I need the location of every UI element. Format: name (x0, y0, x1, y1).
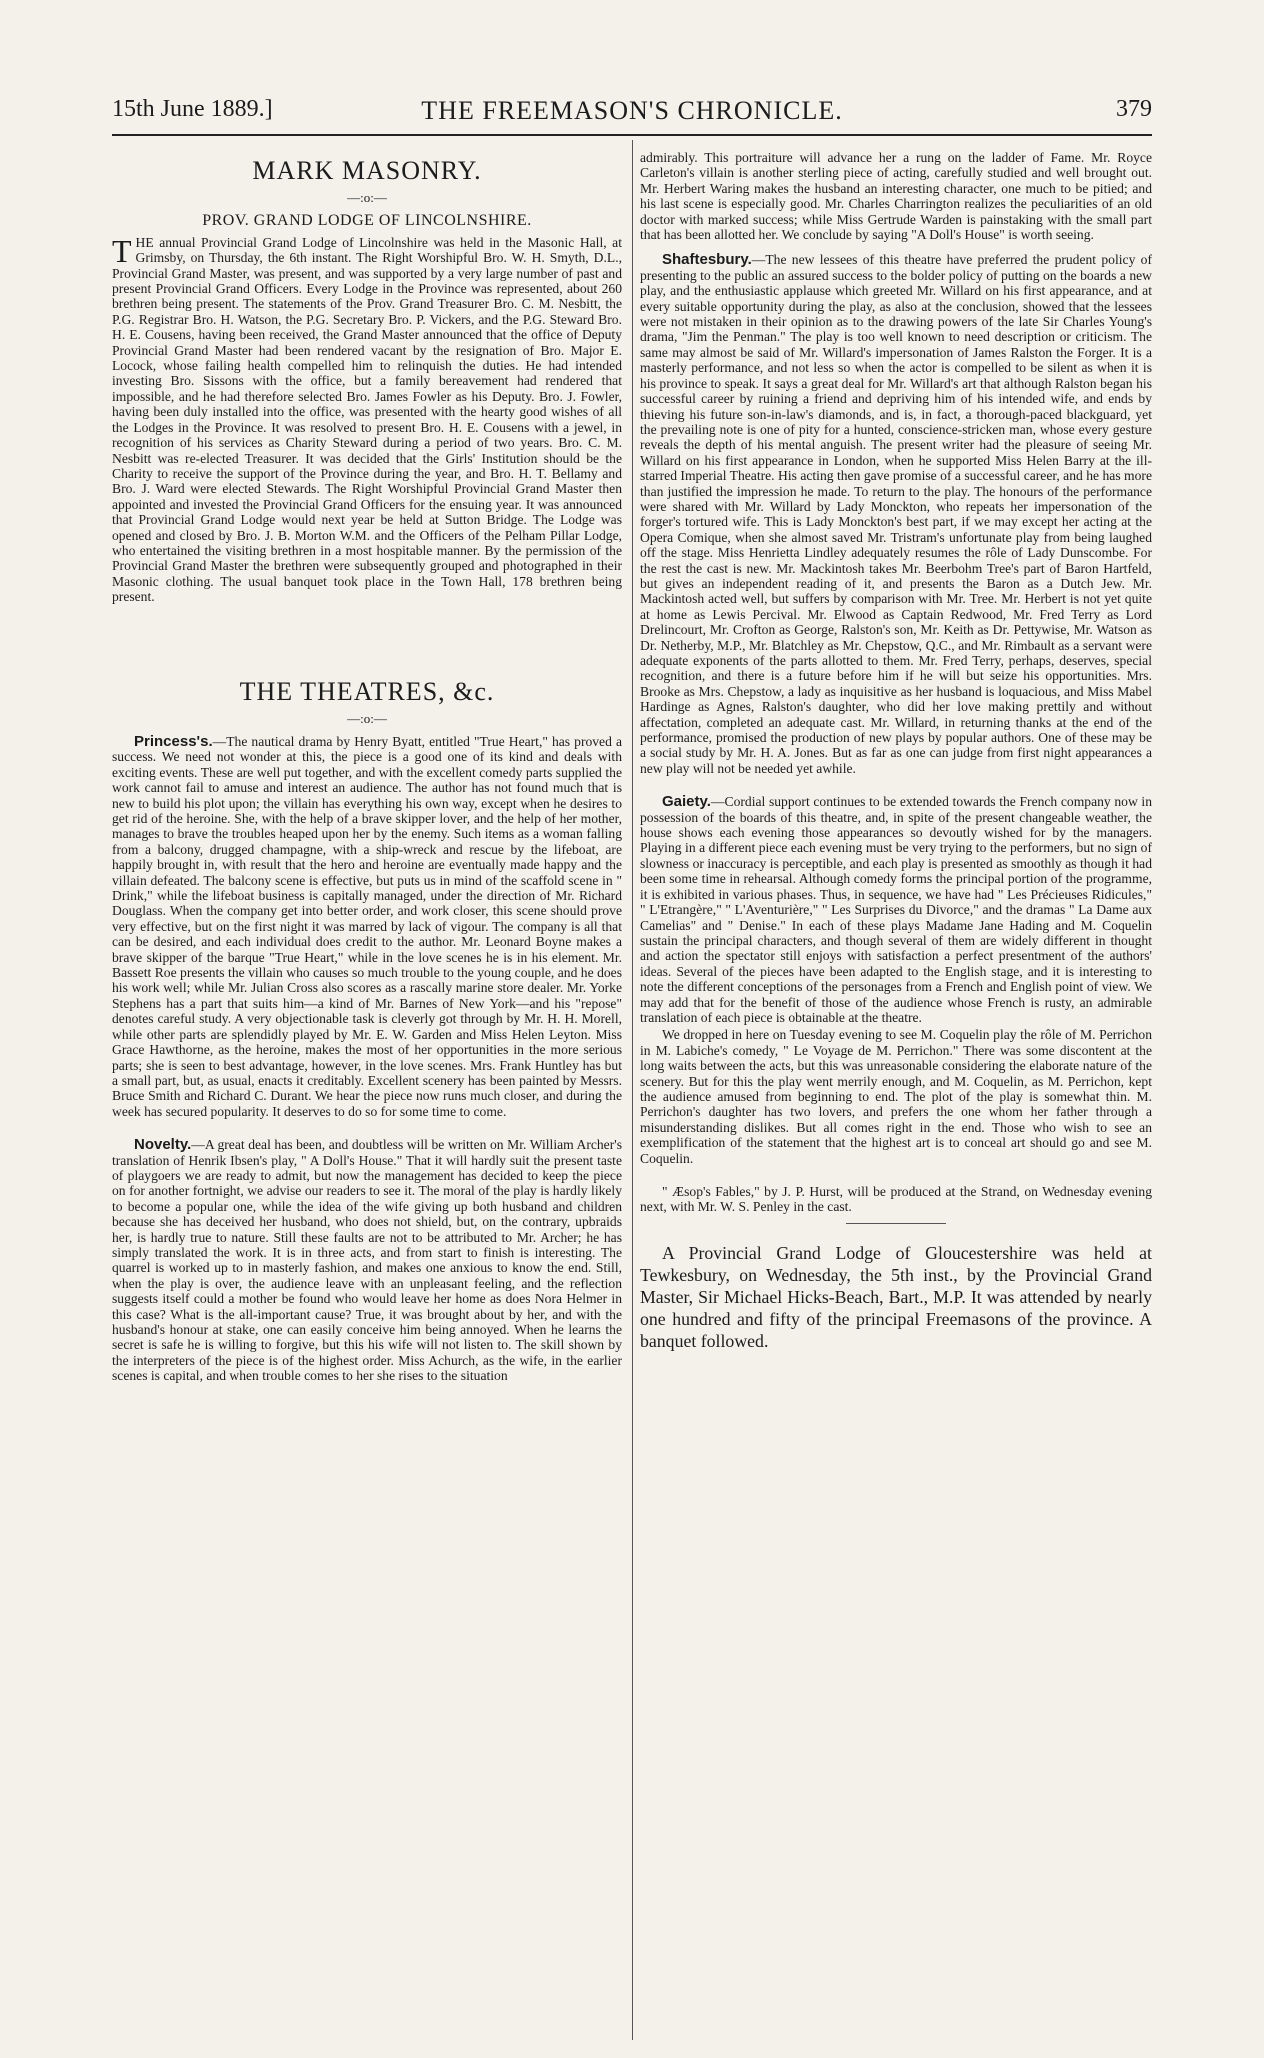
novelty-continuation: admirably. This portraiture will advance her a rung on the ladder of Fame. Mr. Royce Carleton's villain is another sterling piece of acting, carefully studied and well brought out. Mr. Herbert Waring makes the husband an interesting character, one much to be pitied; and his last scene is especially good. Mr. Charles Charrington realizes the peculiarities of an old doctor with marked success; while Miss Gertrude Warden is painstaking with the small part that has been allotted her. We conclude by saying "A Doll's House" is worth seeing. (640, 150, 1152, 243)
gloucestershire-notice: A Provincial Grand Lodge of Gloucestershire was held at Tewkesbury, on Wednesday, the 5th inst., by the Provincial Grand Master, Sir Michael Hicks-Beach, Bart., M.P. It was attended by nearly one hundred and fifty of the principal Freemasons of the province. A banquet followed. (640, 1242, 1152, 1351)
gaiety-body: —Cordial support continues to be extended towards the French company now in possession of the boards of this theatre, and, in spite of the present changeable weather, the house shows each evening those appearances so devoutly wished for by the managers. Playing in a different piece each evening must be very trying to the performers, but no sign of slowness or inaccuracy is perceptible, and each play is presented as smoothly as though it had been some time in rehearsal. Although comedy forms the principal portion of the programme, it is exhibited in various phases. Thus, in sequence, we have had " Les Précieuses Ridicules," " L'Etrangère," " L'Aventurière," " Les Surprises du Divorce," and the dramas " La Dame aux Camelias" and " Denise." In each of these plays Madame Jane Hading and M. Coquelin sustain the principal characters, and though several of them are widely different in thought and action the spectator still enjoys with satisfaction a perfect presentment of the authors' ideas. Several of the pieces have been adapted to the English stage, and it is interesting to note the different conceptions of the personages from a French and English point of view. We may add that for the benefit of those of the audience whose French is rusty, an admirable translation of each piece is obtainable at the theatre. (640, 794, 1152, 1025)
shaftesbury-body: —The new lessees of this theatre have preferred the prudent policy of presenting to the public an assured success to the bolder policy of putting on the boards a new play, and the enthusiastic applause which greeted Mr. Willard on his first appearance, and at every suitable opportunity during the play, as also at the conclusion, showed that the lessees were not mistaken in their opinion as to the drawing powers of the late Sir Charles Young's drama, "Jim the Penman." The play is too well known to need description or criticism. The same may almost be said of Mr. Willard's impersonation of James Ralston the Forger. It is a masterly performance, and not less so when the actor is compelled to be silent as when it is his province to speak. It says a great deal for Mr. Willard's art that although Ralston began his successful career by ruining a friend and depriving him of his intended wife, and ends by thieving his future son-in-law's diamonds, and is, in fact, a thorough-paced blackguard, yet the prevailing note is one of pity for a hunted, conscience-stricken man, whose every gesture reveals the depth of his mental anguish. The present writer had the pleasure of seeing Mr. Willard on his first appearance in London, when he supported Miss Helen Barry at the ill-starred Imperial Theatre. His acting then gave promise of a successful career, and he has more than justified the impression he made. To return to the play. The honours of the performance were shared with Mr. Willard by Lady Monckton, who repeats her impersonation of the forger's tortured wife. This is Lady Monckton's best part, if we may except her acting at the Opera Comique, when she almost saved Mr. Tristram's unfortunate play from being laughed off the stage. Miss Henrietta Lindley adequately resumes the rôle of Lady Dunscombe. For the rest the cast is new. Mr. Mackintosh takes Mr. Beerbohm Tree's part of Baron Hartfeld, but gives an independent reading of it, and presents the Baron as a Dutch Jew. Mr. Mackintosh acted well, but suffers by comparison with Mr. Tree. Mr. Herbert is not yet quite at home as Lewis Percival. Mr. Elwood as Captain Redwood, Mr. Fred Terry as Lord Drelincourt, Mr. Crofton as George, Ralston's son, Mr. Keith as Dr. Pettywise, Mr. Watson as Dr. Netherby, M.P., Mr. Blatchley as Mr. Chepstow, Q.C., and Mr. Rimbault as a servant were adequate exponents of the parts allotted to them. Mr. Fred Terry, perhaps, deserves, special recognition, and there is a future before him if he will but seize his opportunities. Mrs. Brooke as Mrs. Chepstow, a lady as inquisitive as her husband is loquacious, and Miss Mabel Hardinge as Agnes, Ralston's daughter, who did her love making prettily and without affectation, completed an adequate cast. Mr. Willard, in returning thanks at the end of the performance, promised the production of new plays by popular authors. One of these may be a social study by Mr. H. A. Jones. But as far as one can judge from first night appearances a new play will not be needed yet awhile. (640, 252, 1152, 776)
shaftesbury-lead: Shaftesbury. (662, 251, 752, 269)
novelty-review (112, 1137, 622, 1384)
princess-lead: Princess's. (134, 732, 213, 750)
issue-date: 15th June 1889.] (112, 96, 273, 122)
gaiety-review-continued: We dropped in here on Tuesday evening to see M. Coquelin play the rôle of M. Perrichon in M. Labiche's comedy, " Le Voyage de M. Perrichon." There was some discontent at the long waits between the acts, but this was unreasonable considering the elaborate nature of the scenery. But for this the play went merrily enough, and M. Coquelin, as M. Perrichon, kept the audience amused from beginning to end. The plot of the play is somewhat thin. M. Perrichon's daughter has two lovers, and prefers the one whom her father through a misunderstanding dislikes. But all comes right in the end. Those who wish to see an exemplification of the statement that the highest art is to conceal art should go and see M. Coquelin. (640, 1027, 1152, 1166)
mark-masonry-heading: MARK MASONRY. (252, 156, 482, 185)
masthead (112, 96, 1152, 136)
princess-review (112, 734, 622, 1119)
column-divider (632, 140, 633, 2040)
drop-cap: T (112, 232, 132, 269)
mark-masonry-body: HE annual Provincial Grand Lodge of Lincolnshire was held in the Masonic Hall, at Grimsby, on Thursday, the 6th instant. The Right Worshipful Bro. W. H. Smyth, D.L., Provincial Grand Master, was present, and was supported by a very large number of past and present Provincial Grand Officers. Every Lodge in the Province was represented, about 260 brethren being present. The statements of the Prov. Grand Treasurer Bro. C. M. Nesbitt, the P.G. Registrar Bro. H. Watson, the P.G. Secretary Bro. P. Vickers, and the P.G. Steward Bro. H. E. Cousens, having been received, the Grand Master announced that the office of Deputy Provincial Grand Master had been rendered vacant by the resignation of Bro. Major E. Locock, whose failing health compelled him to relinquish the duties. He had intended investing Bro. Sissons with the office, but a family bereavement had rendered that impossible, and he had therefore selected Bro. James Fowler as his Deputy. Bro. J. Fowler, having been duly installed into the office, was presented with the hearty good wishes of all the Lodges in the Province. It was resolved to present Bro. H. E. Cousens with a jewel, in recognition of his services as Charity Steward during a period of two years. Bro. C. M. Nesbitt was re-elected Treasurer. It was decided that the Girls' Institution should be the Charity to receive the support of the Province during the year, and Bro. H. T. Bellamy and Bro. J. Ward were elected Stewards. The Right Worshipful Provincial Grand Master then appointed and invested the Provincial Grand Officers for the ensuing year. It was announced that Provincial Grand Lodge would next year be held at Sutton Bridge. The Lodge was opened and closed by Bro. J. B. Morton W.M. and the Officers of the Pelham Pillar Lodge, who entertained the visiting brethren in a most hospitable manner. By the permission of the Provincial Grand Master the brethren were subsequently grouped and photographed in their Masonic clothing. The usual banquet took place in the Town Hall, 178 brethren being present. (112, 234, 622, 605)
novelty-body: —A great deal has been, and doubtless will be written on Mr. William Archer's translation of Henrik Ibsen's play, " A Doll's House." That it will hardly suit the present taste of playgoers we are ready to admit, but now the management has decided to keep the piece on for another fortnight, we advise our readers to see it. The moral of the play is hardly likely to become a popular one, while the idea of the wife giving up both husband and children because she has deceived her husband, who does not shield, but, on the contrary, upbraids her, is hardly true to nature. Still these faults are not to be attributed to Mr. Archer; he has simply translated the work. It is in three acts, and from start to finish is interesting. The quarrel is worked up to in masterly fashion, and makes one anxious to know the end. Still, when the play is over, the audience leave with an unpleasant feeling, and the reflection suggests itself could a mother be found who would leave her home as does Nora Helmer in this case? What is the all-important cause? True, it was brought about by her, and with the husband's honour at stake, one can easily conceive him being annoyed. When he learns the secret is safe he is willing to forgive, but this his wife will not listen to. The skill shown by the interpreters of the piece is of the highest order. Miss Achurch, as the wife, in the earlier scenes is capital, and when trouble comes to her she rises to the situation (112, 1137, 622, 1384)
publication-title: THE FREEMASON'S CHRONICLE. (421, 96, 843, 125)
mark-masonry-article (112, 232, 622, 605)
theatres-heading: THE THEATRES, &c. (239, 676, 495, 706)
shaftesbury-review (640, 252, 1152, 776)
gaiety-lead: Gaiety. (662, 793, 711, 811)
left-column (112, 150, 622, 1386)
princess-body: —The nautical drama by Henry Byatt, entitled "True Heart," has proved a success. We need not wonder at this, the piece is a good one of its kind and deals with exciting events. These are well put together, and with the excellent comedy parts supplied the work cannot fail to amuse and interest an audience. The author has not found much that is new to build his plot upon; the villain has everything his own way, except when he desires to get rid of the heroine. She, with the help of a brave skipper lover, and the help of her mother, manages to brave the troubles heaped upon her by the enemy. Such items as a woman falling from a balcony, drugged champagne, with a ship-wreck and rescue by the lifeboat, are happily brought in, with result that the hero and heroine are eventually made happy and the villain defeated. The balcony scene is effective, but puts us in mind of the scaffold scene in " Drink," while the lifeboat business is capitally managed, under the direction of Mr. Richard Douglass. When the company get into better order, and work closer, this scene should prove very effective, but on the first night it was marred by lack of vigour. The company is all that can be desired, and each individual does credit to the author. Mr. Leonard Boyne makes a brave skipper of the barque "True Heart," while in the love scenes he is in his element. Mr. Bassett Roe presents the villain who causes so much trouble to the young couple, and he does his work well; while Mr. Julian Cross also scores as a rascally marine store dealer. Mr. Yorke Stephens has a part that suits him—a kind of Mr. Barnes of New York—and his "repose" denotes careful study. A very objectionable task is cleverly got through by Mr. H. H. Morell, while other parts are splendidly played by Mr. E. W. Garden and Miss Helen Leyton. Miss Grace Hawthorne, as the heroine, makes the most of her opportunities in the more serious parts; she is seen to best advantage, however, in the love scenes. Mrs. Frank Huntley has but a small part, but, as usual, enacts it creditably. Excellent scenery has been painted by Messrs. Bruce Smith and Richard C. Durant. We hear the piece now runs much closer, and during the week has secured popularity. It deserves to do so for some time to come. (112, 733, 622, 1119)
page-number: 379 (1116, 96, 1152, 122)
separator-rule (846, 1223, 946, 1224)
aesop-notice: " Æsop's Fables," by J. P. Hurst, will be produced at the Strand, on Wednesday evening next, with Mr. W. S. Penley in the cast. (640, 1184, 1152, 1215)
masthead-rule (112, 134, 1152, 136)
section-ornament: —:o:— (347, 190, 387, 205)
section-ornament: —:o:— (347, 710, 387, 726)
right-column (640, 150, 1152, 1369)
novelty-lead: Novelty. (134, 1136, 192, 1154)
gaiety-review (640, 794, 1152, 1025)
lodge-subheading: PROV. GRAND LODGE OF LINCOLNSHIRE. (202, 212, 532, 230)
